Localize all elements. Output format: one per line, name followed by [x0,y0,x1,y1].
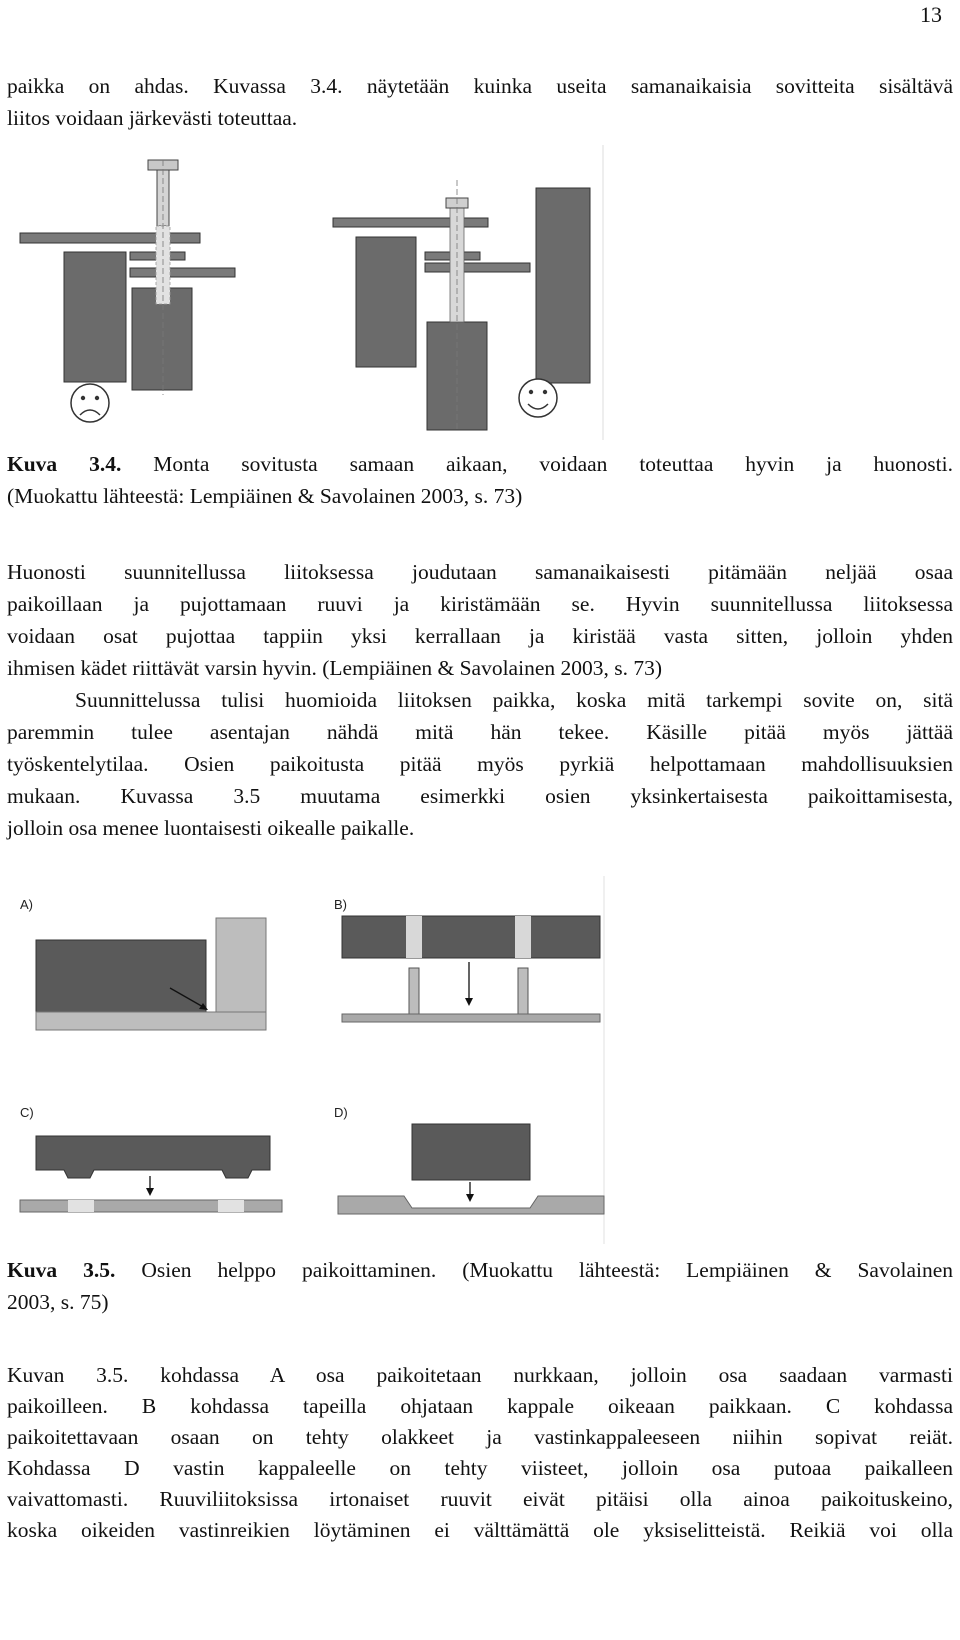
bad-joint-drawing [20,160,235,422]
right-block [536,188,590,383]
text-line: työskentelytilaa. Osien paikoitusta pitää myös pyrkiä helpottamaan mahdollisuuksien [7,752,953,776]
text-line: paikoillaan ja pujottamaan ruuvi ja kiristämään se. Hyvin suunnitellussa liitoksessa [7,592,953,616]
figure-3-5-caption [7,1254,953,1318]
top-plate [20,233,200,243]
happy-face-icon [519,379,557,417]
panel-label-b: B) [334,897,347,912]
text-line: koska oikeiden vastinreikien löytäminen ei välttämättä ole yksiselitteistä. Reikiä voi olla [7,1518,953,1542]
positioned-part [412,1124,530,1180]
top-plate [333,218,488,227]
text-line: liitos voidaan järkevästi toteuttaa. [7,106,298,130]
left-block [356,237,416,367]
text-line: voidaan osat pujottaa tappiin yksi kerrallaan ja kiristää vasta sitten, jolloin yhden [7,624,953,648]
paragraph-2 [7,684,953,844]
caption-text: Osien helppo paikoittaminen. (Muokattu lähteestä: Lempiäinen & Savolainen [115,1258,954,1282]
pin-hole [406,916,422,958]
caption-text: Monta sovitusta samaan aikaan, voidaan toteuttaa hyvin ja huonosti. [121,452,953,476]
text-line: Suunnittelussa tulisi huomioida liitoksen paikka, koska mitä tarkempi sovite on, sitä [75,688,953,712]
good-joint-drawing [333,145,603,440]
caption-source: 2003, s. 75) [7,1290,109,1314]
caption-label: Kuva 3.4. [7,452,122,476]
caption-source: (Muokattu lähteestä: Lempiäinen & Savolainen 2003, s. 73) [7,484,523,508]
lower-plate [425,263,530,272]
left-block [64,252,126,382]
text-line: paikoilleen. B kohdassa tapeilla ohjataan kappale oikeaan paikkaan. C kohdassa [7,1394,953,1418]
positioned-part [36,1136,270,1178]
text-line: jolloin osa menee luontaisesti oikealle paikalle. [7,816,415,840]
panel-label-a: A) [20,897,33,912]
socket-hole [68,1200,94,1212]
corner-stop [216,918,266,1012]
figure-3-4 [0,140,620,440]
figure-3-4-caption [7,448,953,512]
base-plate [342,1014,600,1022]
panel-c [20,1105,282,1212]
socket-hole [218,1200,244,1212]
text-line: Kohdassa D vastin kappaleelle on tehty viisteet, jolloin osa putoaa paikalleen [7,1456,953,1480]
positioned-part [342,916,600,958]
paragraph-1 [7,556,953,684]
text-line: paremmin tulee asentajan nähdä mitä hän tekee. Käsille pitää myös jättää [7,720,953,744]
text-line: Kuvan 3.5. kohdassa A osa paikoitetaan nurkkaan, jolloin osa saadaan varmasti [7,1363,953,1387]
lower-plate [130,268,235,277]
guide-pin [518,968,528,1014]
panel-b [334,897,600,1022]
text-line: vaivattomasti. Ruuviliitoksissa irtonaiset ruuvit eivät pitäisi olla ainoa paikoituskeino, [7,1487,953,1511]
figure-3-5 [0,872,620,1244]
paragraph-3 [7,1360,953,1546]
panel-label-c: C) [20,1105,34,1120]
panel-d [334,1105,604,1214]
text-line: ihmisen kädet riittävät varsin hyvin. (Lempiäinen & Savolainen 2003, s. 73) [7,656,663,680]
pin-hole [515,916,531,958]
guide-pin [409,968,419,1014]
text-line: paikoitettavaan osaan on tehty olakkeet ja vastinkappaleeseen niihin sopivat reiät. [7,1425,953,1449]
text-line: mukaan. Kuvassa 3.5 muutama esimerkki osien yksinkertaisesta paikoittamisesta, [7,784,953,808]
intro-paragraph [7,70,953,134]
panel-label-d: D) [334,1105,348,1120]
base-plate [36,1012,266,1030]
panel-a [20,897,266,1030]
text-line: paikka on ahdas. Kuvassa 3.4. näytetään kuinka useita samanaikaisia sovitteita sisältävä [7,74,953,98]
caption-label: Kuva 3.5. [7,1258,116,1282]
text-line: Huonosti suunnitellussa liitoksessa joudutaan samanaikaisesti pitämään neljää osaa [7,560,953,584]
page-number: 13 [920,2,942,27]
sad-face-icon [71,384,109,422]
